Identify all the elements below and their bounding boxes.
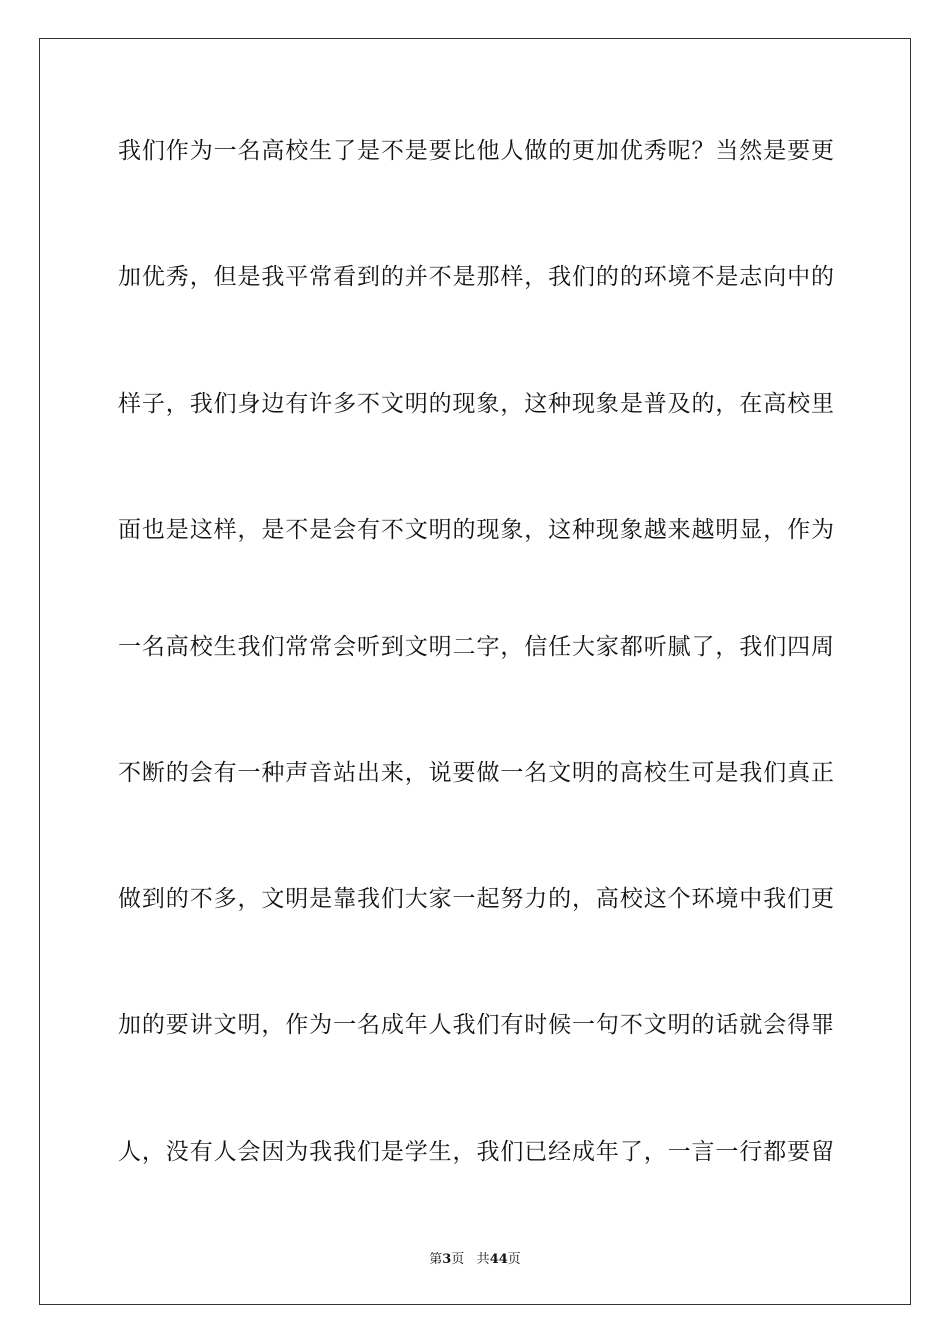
footer-page-number: 3	[442, 1252, 452, 1267]
body-text-line-2: 加优秀，但是我平常看到的并不是那样，我们的的环境不是志向中的	[118, 264, 834, 290]
body-text-line-7: 做到的不多，文明是靠我们大家一起努力的，高校这个环境中我们更	[118, 886, 834, 912]
body-text-line-6: 不断的会有一种声音站出来，说要做一名文明的高校生可是我们真正	[118, 760, 834, 786]
page-footer	[0, 1248, 950, 1267]
body-text-line-5: 一名高校生我们常常会听到文明二字，信任大家都听腻了，我们四周	[118, 634, 834, 660]
footer-total-prefix: 共	[476, 1252, 490, 1267]
footer-page-suffix: 页	[451, 1252, 465, 1267]
footer-total-pages: 44	[489, 1252, 508, 1267]
body-text-line-4: 面也是这样，是不是会有不文明的现象，这种现象越来越明显，作为	[118, 517, 834, 543]
footer-total-suffix: 页	[507, 1252, 521, 1267]
page-border	[39, 38, 911, 1305]
body-text-line-1: 我们作为一名高校生了是不是要比他人做的更加优秀呢？当然是要更	[118, 138, 834, 164]
body-text-line-3: 样子，我们身边有许多不文明的现象，这种现象是普及的，在高校里	[118, 391, 834, 417]
body-text-line-9: 人，没有人会因为我我们是学生，我们已经成年了，一言一行都要留	[118, 1139, 834, 1165]
body-text-line-8: 加的要讲文明，作为一名成年人我们有时候一句不文明的话就会得罪	[118, 1012, 834, 1038]
footer-page-prefix: 第	[429, 1252, 443, 1267]
